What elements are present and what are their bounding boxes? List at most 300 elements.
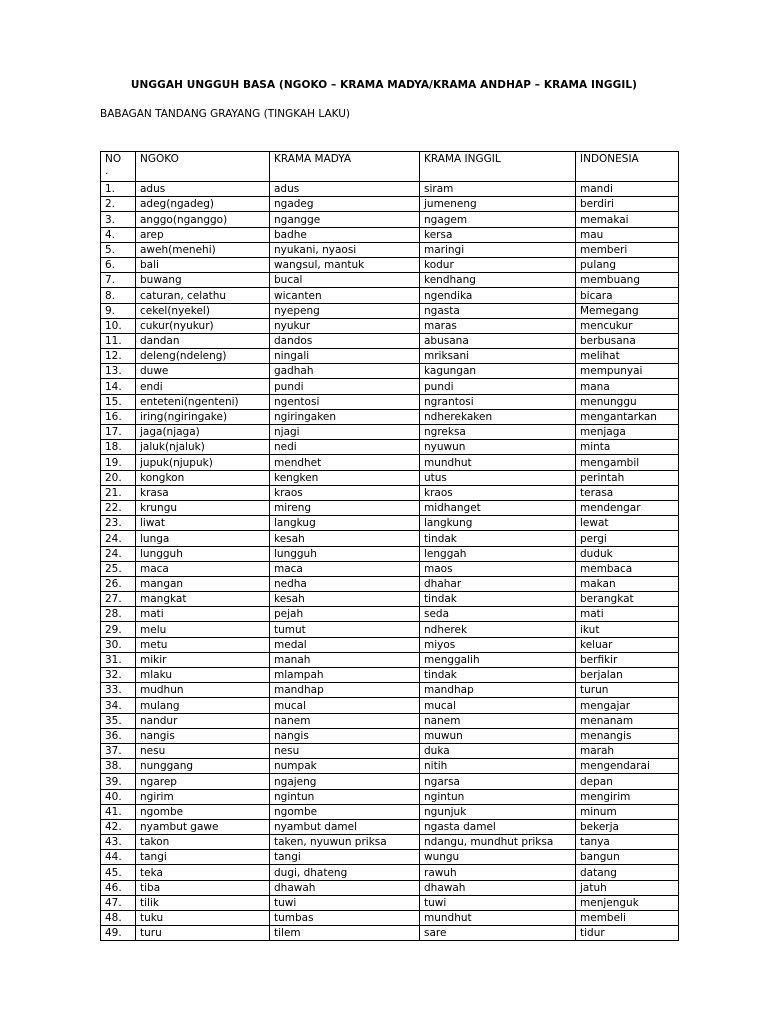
table-row <box>101 622 679 637</box>
cell-krama-inggil: ngarsa <box>420 774 576 789</box>
cell-indonesia: minum <box>576 804 679 819</box>
table-row <box>101 546 679 561</box>
table-row <box>101 683 679 698</box>
cell-ngoko: cekel(nyekel) <box>136 303 270 318</box>
cell-krama-madya: dhawah <box>270 880 420 895</box>
cell-indonesia: bicara <box>576 288 679 303</box>
header-row <box>101 152 679 182</box>
cell-krama-inggil: mriksani <box>420 349 576 364</box>
cell-krama-madya: nyukur <box>270 318 420 333</box>
cell-indonesia: mati <box>576 607 679 622</box>
table-row <box>101 926 679 941</box>
cell-krama-madya: kesah <box>270 531 420 546</box>
cell-no: 20. <box>101 470 136 485</box>
cell-ngoko: enteteni(ngenteni) <box>136 394 270 409</box>
cell-ngoko: tuku <box>136 911 270 926</box>
cell-indonesia: berjalan <box>576 668 679 683</box>
table-row <box>101 561 679 576</box>
cell-indonesia: tidur <box>576 926 679 941</box>
cell-indonesia: marah <box>576 743 679 758</box>
cell-krama-inggil: ngunjuk <box>420 804 576 819</box>
cell-krama-inggil: abusana <box>420 333 576 348</box>
table-row <box>101 759 679 774</box>
cell-krama-inggil: pundi <box>420 379 576 394</box>
table-row <box>101 500 679 515</box>
cell-indonesia: mengantarkan <box>576 409 679 424</box>
cell-no: 19. <box>101 455 136 470</box>
table-row <box>101 288 679 303</box>
cell-ngoko: nangis <box>136 728 270 743</box>
cell-no: 14. <box>101 379 136 394</box>
header-krama-inggil: KRAMA INGGIL <box>420 152 576 182</box>
table-row <box>101 455 679 470</box>
cell-ngoko: melu <box>136 622 270 637</box>
cell-indonesia: melihat <box>576 349 679 364</box>
cell-ngoko: krungu <box>136 500 270 515</box>
cell-ngoko: tangi <box>136 850 270 865</box>
cell-indonesia: membeli <box>576 911 679 926</box>
cell-no: 47. <box>101 895 136 910</box>
cell-ngoko: tilik <box>136 895 270 910</box>
vocabulary-table <box>100 151 679 941</box>
cell-krama-madya: taken, nyuwun priksa <box>270 835 420 850</box>
cell-no: 12. <box>101 349 136 364</box>
cell-krama-inggil: kagungan <box>420 364 576 379</box>
cell-no: 29. <box>101 622 136 637</box>
cell-no: 3. <box>101 212 136 227</box>
cell-krama-inggil: tindak <box>420 592 576 607</box>
cell-krama-madya: wangsul, mantuk <box>270 257 420 272</box>
cell-ngoko: mudhun <box>136 683 270 698</box>
cell-krama-inggil: miyos <box>420 637 576 652</box>
cell-indonesia: berdiri <box>576 197 679 212</box>
table-header <box>101 152 679 182</box>
cell-no: 46. <box>101 880 136 895</box>
cell-no: 48. <box>101 911 136 926</box>
cell-indonesia: Memegang <box>576 303 679 318</box>
cell-krama-inggil: utus <box>420 470 576 485</box>
cell-indonesia: bangun <box>576 850 679 865</box>
cell-indonesia: berbusana <box>576 333 679 348</box>
table-row <box>101 333 679 348</box>
header-no: NO . <box>101 152 136 182</box>
cell-no: 5. <box>101 242 136 257</box>
cell-krama-inggil: ngrantosi <box>420 394 576 409</box>
cell-krama-inggil: rawuh <box>420 865 576 880</box>
cell-ngoko: nesu <box>136 743 270 758</box>
cell-no: 10. <box>101 318 136 333</box>
cell-no: 34. <box>101 698 136 713</box>
cell-indonesia: menjenguk <box>576 895 679 910</box>
cell-krama-inggil: menggalih <box>420 652 576 667</box>
cell-krama-madya: nedi <box>270 440 420 455</box>
cell-krama-madya: pejah <box>270 607 420 622</box>
cell-indonesia: mengajar <box>576 698 679 713</box>
cell-no: 31. <box>101 652 136 667</box>
cell-no: 6. <box>101 257 136 272</box>
cell-krama-madya: ningali <box>270 349 420 364</box>
cell-no: 40. <box>101 789 136 804</box>
cell-no: 7. <box>101 273 136 288</box>
cell-krama-madya: tuwi <box>270 895 420 910</box>
cell-indonesia: menanam <box>576 713 679 728</box>
cell-indonesia: minta <box>576 440 679 455</box>
table-row <box>101 789 679 804</box>
cell-krama-madya: ngombe <box>270 804 420 819</box>
cell-krama-madya: ngajeng <box>270 774 420 789</box>
cell-indonesia: datang <box>576 865 679 880</box>
cell-indonesia: terasa <box>576 485 679 500</box>
cell-no: 37. <box>101 743 136 758</box>
cell-krama-madya: dandos <box>270 333 420 348</box>
cell-no: 41. <box>101 804 136 819</box>
cell-no: 11. <box>101 333 136 348</box>
cell-no: 4. <box>101 227 136 242</box>
cell-krama-inggil: mundhut <box>420 911 576 926</box>
cell-ngoko: ngirim <box>136 789 270 804</box>
cell-krama-madya: nyukani, nyaosi <box>270 242 420 257</box>
cell-ngoko: mikir <box>136 652 270 667</box>
table-row <box>101 485 679 500</box>
cell-no: 16. <box>101 409 136 424</box>
table-row <box>101 637 679 652</box>
table-row <box>101 850 679 865</box>
cell-no: 42. <box>101 819 136 834</box>
cell-krama-madya: wicanten <box>270 288 420 303</box>
cell-krama-madya: adus <box>270 182 420 197</box>
cell-krama-madya: lungguh <box>270 546 420 561</box>
cell-no: 24. <box>101 531 136 546</box>
cell-ngoko: bali <box>136 257 270 272</box>
cell-krama-madya: tangi <box>270 850 420 865</box>
table-row <box>101 895 679 910</box>
cell-indonesia: keluar <box>576 637 679 652</box>
cell-krama-madya: mendhet <box>270 455 420 470</box>
cell-krama-madya: manah <box>270 652 420 667</box>
cell-krama-madya: kraos <box>270 485 420 500</box>
cell-ngoko: endi <box>136 379 270 394</box>
cell-ngoko: mati <box>136 607 270 622</box>
table-row <box>101 273 679 288</box>
table-row <box>101 440 679 455</box>
table-row <box>101 379 679 394</box>
cell-no: 18. <box>101 440 136 455</box>
table-row <box>101 303 679 318</box>
table-row <box>101 865 679 880</box>
table-row <box>101 394 679 409</box>
cell-ngoko: nyambut gawe <box>136 819 270 834</box>
cell-indonesia: jatuh <box>576 880 679 895</box>
cell-ngoko: mangkat <box>136 592 270 607</box>
cell-ngoko: nandur <box>136 713 270 728</box>
cell-indonesia: bekerja <box>576 819 679 834</box>
cell-no: 17. <box>101 425 136 440</box>
cell-no: 49. <box>101 926 136 941</box>
cell-krama-madya: nanem <box>270 713 420 728</box>
header-ngoko: NGOKO <box>136 152 270 182</box>
cell-ngoko: deleng(ndeleng) <box>136 349 270 364</box>
cell-krama-madya: tumbas <box>270 911 420 926</box>
cell-ngoko: adeg(ngadeg) <box>136 197 270 212</box>
cell-krama-inggil: nyuwun <box>420 440 576 455</box>
header-krama-madya: KRAMA MADYA <box>270 152 420 182</box>
cell-ngoko: mangan <box>136 576 270 591</box>
cell-ngoko: lunga <box>136 531 270 546</box>
cell-krama-madya: kesah <box>270 592 420 607</box>
cell-krama-inggil: kersa <box>420 227 576 242</box>
cell-indonesia: menjaga <box>576 425 679 440</box>
cell-no: 9. <box>101 303 136 318</box>
cell-no: 33. <box>101 683 136 698</box>
cell-no: 13. <box>101 364 136 379</box>
cell-krama-inggil: ndherek <box>420 622 576 637</box>
cell-ngoko: tiba <box>136 880 270 895</box>
cell-ngoko: ngarep <box>136 774 270 789</box>
table-row <box>101 212 679 227</box>
cell-krama-inggil: mandhap <box>420 683 576 698</box>
cell-krama-madya: mucal <box>270 698 420 713</box>
cell-no: 30. <box>101 637 136 652</box>
cell-krama-inggil: lenggah <box>420 546 576 561</box>
cell-indonesia: mengendarai <box>576 759 679 774</box>
cell-krama-inggil: tindak <box>420 668 576 683</box>
cell-krama-inggil: maos <box>420 561 576 576</box>
cell-no: 21. <box>101 485 136 500</box>
table-row <box>101 698 679 713</box>
cell-krama-madya: bucal <box>270 273 420 288</box>
table-row <box>101 835 679 850</box>
cell-ngoko: turu <box>136 926 270 941</box>
cell-no: 28. <box>101 607 136 622</box>
cell-ngoko: teka <box>136 865 270 880</box>
cell-ngoko: aweh(menehi) <box>136 242 270 257</box>
cell-ngoko: dandan <box>136 333 270 348</box>
cell-krama-madya: langkug <box>270 516 420 531</box>
cell-indonesia: menunggu <box>576 394 679 409</box>
cell-indonesia: pergi <box>576 531 679 546</box>
cell-krama-madya: medal <box>270 637 420 652</box>
cell-indonesia: mandi <box>576 182 679 197</box>
cell-ngoko: adus <box>136 182 270 197</box>
cell-ngoko: nunggang <box>136 759 270 774</box>
cell-krama-inggil: nanem <box>420 713 576 728</box>
table-row <box>101 728 679 743</box>
cell-krama-inggil: duka <box>420 743 576 758</box>
cell-no: 15. <box>101 394 136 409</box>
cell-ngoko: mulang <box>136 698 270 713</box>
cell-no: 26. <box>101 576 136 591</box>
cell-indonesia: menangis <box>576 728 679 743</box>
cell-krama-inggil: siram <box>420 182 576 197</box>
cell-krama-madya: nangis <box>270 728 420 743</box>
cell-krama-madya: pundi <box>270 379 420 394</box>
cell-ngoko: jaluk(njaluk) <box>136 440 270 455</box>
document-subtitle: BABAGAN TANDANG GRAYANG (TINGKAH LAKU) <box>100 108 351 120</box>
cell-krama-inggil: langkung <box>420 516 576 531</box>
cell-krama-madya: njagi <box>270 425 420 440</box>
cell-krama-inggil: ngreksa <box>420 425 576 440</box>
cell-krama-madya: nesu <box>270 743 420 758</box>
cell-ngoko: ngombe <box>136 804 270 819</box>
cell-ngoko: duwe <box>136 364 270 379</box>
cell-krama-inggil: ndangu, mundhut priksa <box>420 835 576 850</box>
cell-indonesia: turun <box>576 683 679 698</box>
cell-krama-madya: tilem <box>270 926 420 941</box>
cell-krama-inggil: midhanget <box>420 500 576 515</box>
table-row <box>101 257 679 272</box>
cell-krama-inggil: nitih <box>420 759 576 774</box>
cell-krama-inggil: kodur <box>420 257 576 272</box>
cell-krama-madya: maca <box>270 561 420 576</box>
cell-indonesia: berangkat <box>576 592 679 607</box>
cell-krama-inggil: maringi <box>420 242 576 257</box>
cell-krama-madya: nyambut damel <box>270 819 420 834</box>
cell-indonesia: mau <box>576 227 679 242</box>
cell-krama-inggil: ngendika <box>420 288 576 303</box>
table-row <box>101 470 679 485</box>
cell-ngoko: anggo(nganggo) <box>136 212 270 227</box>
cell-krama-inggil: ngasta damel <box>420 819 576 834</box>
cell-no: 24. <box>101 546 136 561</box>
cell-krama-inggil: dhahar <box>420 576 576 591</box>
cell-no: 39. <box>101 774 136 789</box>
cell-indonesia: memberi <box>576 242 679 257</box>
cell-no: 1. <box>101 182 136 197</box>
cell-indonesia: mempunyai <box>576 364 679 379</box>
cell-ngoko: metu <box>136 637 270 652</box>
table-body <box>101 182 679 941</box>
document-title: UNGGAH UNGGUH BASA (NGOKO – KRAMA MADYA/KRAMA ANDHAP – KRAMA INGGIL) <box>130 79 638 91</box>
header-indonesia: INDONESIA <box>576 152 679 182</box>
cell-ngoko: jupuk(njupuk) <box>136 455 270 470</box>
cell-ngoko: maca <box>136 561 270 576</box>
cell-ngoko: caturan, celathu <box>136 288 270 303</box>
table-row <box>101 197 679 212</box>
cell-indonesia: tanya <box>576 835 679 850</box>
cell-indonesia: ikut <box>576 622 679 637</box>
cell-no: 36. <box>101 728 136 743</box>
cell-krama-inggil: dhawah <box>420 880 576 895</box>
cell-krama-inggil: ndherekaken <box>420 409 576 424</box>
cell-indonesia: memakai <box>576 212 679 227</box>
cell-ngoko: arep <box>136 227 270 242</box>
table-row <box>101 349 679 364</box>
cell-indonesia: duduk <box>576 546 679 561</box>
cell-indonesia: mengambil <box>576 455 679 470</box>
cell-krama-inggil: ngasta <box>420 303 576 318</box>
cell-krama-madya: numpak <box>270 759 420 774</box>
cell-krama-madya: nyepeng <box>270 303 420 318</box>
cell-ngoko: cukur(nyukur) <box>136 318 270 333</box>
table-row <box>101 819 679 834</box>
table-row <box>101 182 679 197</box>
table-row <box>101 652 679 667</box>
cell-indonesia: makan <box>576 576 679 591</box>
cell-no: 35. <box>101 713 136 728</box>
table-row <box>101 880 679 895</box>
table-row <box>101 576 679 591</box>
cell-no: 32. <box>101 668 136 683</box>
cell-krama-madya: kengken <box>270 470 420 485</box>
cell-krama-inggil: mundhut <box>420 455 576 470</box>
cell-krama-inggil: jumeneng <box>420 197 576 212</box>
cell-krama-inggil: seda <box>420 607 576 622</box>
table-row <box>101 531 679 546</box>
table-row <box>101 743 679 758</box>
table-row <box>101 592 679 607</box>
cell-ngoko: kongkon <box>136 470 270 485</box>
cell-indonesia: berfikir <box>576 652 679 667</box>
cell-no: 27. <box>101 592 136 607</box>
cell-krama-inggil: ngagem <box>420 212 576 227</box>
cell-indonesia: membuang <box>576 273 679 288</box>
cell-krama-inggil: mucal <box>420 698 576 713</box>
cell-no: 43. <box>101 835 136 850</box>
cell-krama-inggil: kraos <box>420 485 576 500</box>
table-row <box>101 607 679 622</box>
cell-no: 45. <box>101 865 136 880</box>
cell-ngoko: krasa <box>136 485 270 500</box>
cell-no: 22. <box>101 500 136 515</box>
table-row <box>101 774 679 789</box>
cell-krama-madya: mlampah <box>270 668 420 683</box>
cell-krama-madya: badhe <box>270 227 420 242</box>
cell-indonesia: mendengar <box>576 500 679 515</box>
cell-ngoko: lungguh <box>136 546 270 561</box>
table-row <box>101 804 679 819</box>
cell-krama-madya: ngiringaken <box>270 409 420 424</box>
table-row <box>101 425 679 440</box>
cell-no: 8. <box>101 288 136 303</box>
cell-no: 44. <box>101 850 136 865</box>
cell-krama-madya: ngangge <box>270 212 420 227</box>
cell-krama-madya: ngentosi <box>270 394 420 409</box>
cell-krama-inggil: wungu <box>420 850 576 865</box>
cell-krama-inggil: tuwi <box>420 895 576 910</box>
cell-ngoko: takon <box>136 835 270 850</box>
cell-krama-madya: ngadeg <box>270 197 420 212</box>
cell-krama-inggil: tindak <box>420 531 576 546</box>
table-row <box>101 318 679 333</box>
table-row <box>101 516 679 531</box>
cell-no: 38. <box>101 759 136 774</box>
cell-krama-madya: mireng <box>270 500 420 515</box>
cell-krama-inggil: maras <box>420 318 576 333</box>
cell-no: 23. <box>101 516 136 531</box>
table-row <box>101 713 679 728</box>
table-row <box>101 227 679 242</box>
cell-indonesia: depan <box>576 774 679 789</box>
cell-indonesia: perintah <box>576 470 679 485</box>
cell-indonesia: mencukur <box>576 318 679 333</box>
table-row <box>101 409 679 424</box>
cell-ngoko: liwat <box>136 516 270 531</box>
cell-krama-madya: gadhah <box>270 364 420 379</box>
cell-krama-inggil: muwun <box>420 728 576 743</box>
cell-krama-madya: nedha <box>270 576 420 591</box>
cell-no: 25. <box>101 561 136 576</box>
cell-krama-madya: ngintun <box>270 789 420 804</box>
cell-indonesia: pulang <box>576 257 679 272</box>
cell-ngoko: iring(ngiringake) <box>136 409 270 424</box>
cell-krama-madya: mandhap <box>270 683 420 698</box>
table-row <box>101 668 679 683</box>
table-row <box>101 911 679 926</box>
cell-indonesia: mana <box>576 379 679 394</box>
cell-krama-madya: tumut <box>270 622 420 637</box>
cell-no: 2. <box>101 197 136 212</box>
cell-indonesia: lewat <box>576 516 679 531</box>
